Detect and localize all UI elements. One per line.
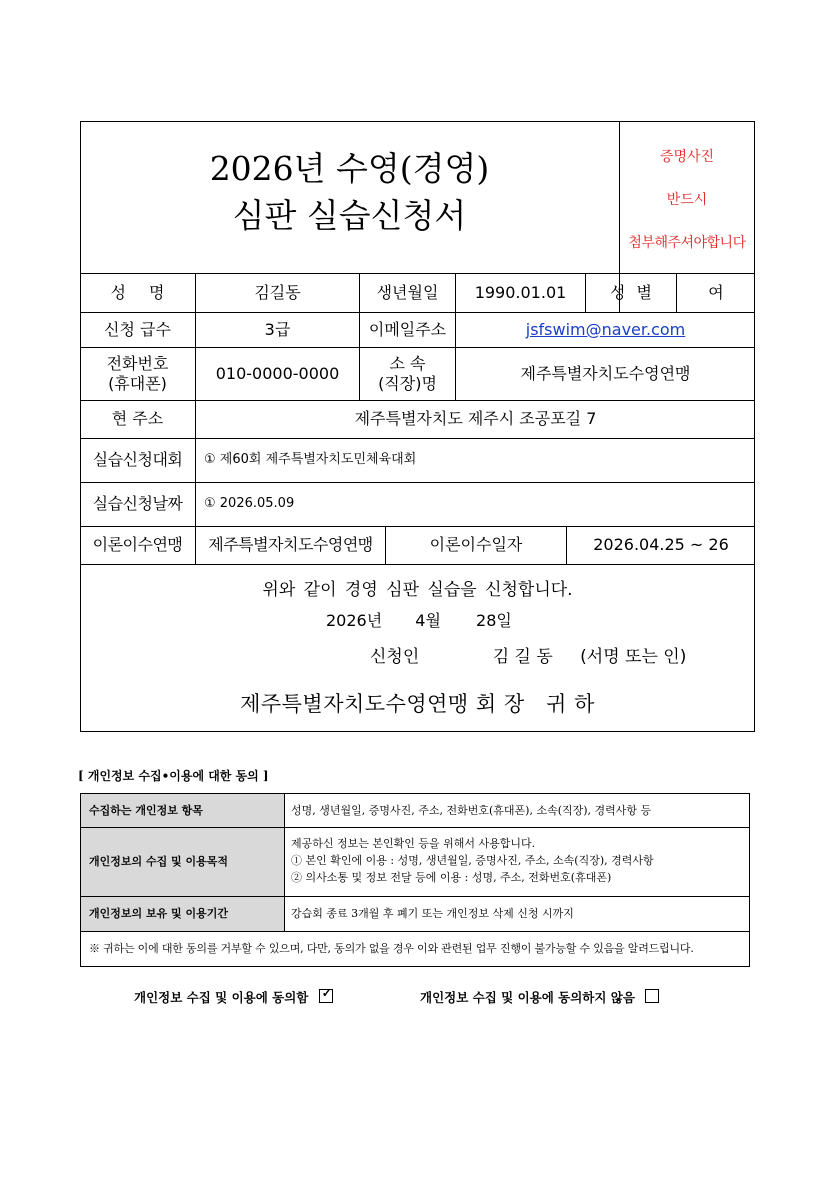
phone-field[interactable]: 010-0000-0000 bbox=[215, 363, 340, 383]
disagree-checkbox[interactable] bbox=[645, 989, 659, 1003]
applicant-name[interactable]: 김 길 동 bbox=[492, 647, 553, 667]
address-label: 현 주소 bbox=[111, 409, 164, 428]
birth-label: 생년월일 bbox=[376, 282, 439, 302]
date-month: 4월 bbox=[415, 611, 441, 630]
theory-org-field[interactable]: 제주특별자치도수영연맹 bbox=[208, 535, 373, 554]
privacy-row-label: 개인정보의 수집 및 이용목적 bbox=[81, 828, 284, 896]
form-title bbox=[80, 148, 619, 238]
address-field[interactable]: 제주특별자치도 제주시 조공포길 7 bbox=[354, 409, 597, 428]
applicant-line bbox=[370, 642, 686, 667]
gender-field[interactable]: 여 bbox=[708, 282, 724, 302]
privacy-heading: [ 개인정보 수집•이용에 대한 동의 ] bbox=[78, 769, 269, 783]
privacy-row-content bbox=[291, 835, 746, 886]
email-link[interactable]: jsfswim@naver.com bbox=[525, 319, 686, 339]
date-field[interactable]: ① 2026.05.09 bbox=[204, 495, 295, 511]
photo-note-2: 반드시 bbox=[666, 192, 708, 208]
checkmark-icon: ✓ bbox=[321, 986, 332, 1000]
consent-agree[interactable] bbox=[134, 988, 333, 1006]
date-day: 28일 bbox=[476, 611, 512, 630]
privacy-row-label: 수집하는 개인정보 항목 bbox=[81, 794, 284, 827]
date-year: 2026년 bbox=[326, 611, 383, 630]
phone-label: 전화번호 (휴대폰) bbox=[106, 353, 169, 393]
date-label: 실습신청날짜 bbox=[92, 494, 183, 513]
birth-field[interactable]: 1990.01.01 bbox=[474, 282, 567, 302]
theory-date-label: 이론이수일자 bbox=[429, 535, 523, 554]
privacy-row-content: 성명, 생년월일, 증명사진, 주소, 전화번호(휴대폰), 소속(직장), 경력사항 등 bbox=[291, 803, 652, 817]
privacy-row-label: 개인정보의 보유 및 이용기간 bbox=[81, 897, 284, 931]
photo-note-3: 첨부해주셔야합니다 bbox=[628, 235, 746, 251]
application-date bbox=[326, 608, 512, 631]
affiliation-field[interactable]: 제주특별자치도수영연맹 bbox=[520, 363, 691, 383]
email-label: 이메일주소 bbox=[368, 319, 447, 339]
recipient: 제주특별자치도수영연맹 회 장 귀 하 bbox=[240, 692, 595, 716]
applicant-label: 신청인 bbox=[370, 647, 420, 667]
privacy-purpose-line: ① 본인 확인에 이용 : 성명, 생년월일, 증명사진, 주소, 소속(직장), 경력사항 bbox=[291, 854, 654, 867]
privacy-purpose-line: ② 의사소통 및 정보 전달 등에 이용 : 성명, 주소, 전화번호(휴대폰) bbox=[291, 871, 612, 884]
affiliation-label: 소 속 (직장)명 bbox=[378, 353, 437, 393]
competition-field[interactable]: ① 제60회 제주특별자치도민체육대회 bbox=[204, 451, 417, 467]
consent-disagree-label: 개인정보 수집 및 이용에 동의하지 않음 bbox=[420, 990, 635, 1005]
form-title-line2: 심판 실습신청서 bbox=[232, 195, 467, 235]
agree-checkbox[interactable] bbox=[319, 986, 333, 1003]
consent-disagree[interactable] bbox=[420, 988, 659, 1006]
theory-date-field[interactable]: 2026.04.25 ~ 26 bbox=[593, 535, 729, 554]
declaration: 위와 같이 경영 심판 실습을 신청합니다. bbox=[262, 580, 573, 600]
photo-area[interactable] bbox=[620, 122, 754, 273]
grade-field[interactable]: 3급 bbox=[264, 319, 291, 339]
form-title-line1: 2026년 수영(경영) bbox=[209, 149, 490, 188]
divider bbox=[80, 564, 755, 565]
name-field[interactable]: 김길동 bbox=[254, 282, 301, 302]
email-field[interactable] bbox=[456, 312, 755, 347]
consent-agree-label: 개인정보 수집 및 이용에 동의함 bbox=[134, 990, 309, 1005]
privacy-row-content: 강습회 종료 3개월 후 폐기 또는 개인정보 삭제 신청 시까지 bbox=[291, 907, 574, 921]
privacy-notice: ※ 귀하는 이에 대한 동의를 거부할 수 있으며, 다만, 동의가 없을 경우 이와 관련된 업무 진행이 불가능할 수 있음을 알려드립니다. bbox=[89, 942, 694, 956]
name-label: 성 명 bbox=[110, 282, 165, 302]
competition-label: 실습신청대회 bbox=[92, 450, 183, 469]
photo-note-1: 증명사진 bbox=[659, 149, 715, 165]
theory-org-label: 이론이수연맹 bbox=[92, 535, 183, 554]
gender-label: 성 별 bbox=[610, 282, 652, 302]
signature-note: (서명 또는 인) bbox=[580, 647, 687, 667]
grade-label: 신청 급수 bbox=[104, 319, 171, 339]
privacy-purpose-line: 제공하신 정보는 본인확인 등을 위해서 사용합니다. bbox=[291, 837, 536, 850]
